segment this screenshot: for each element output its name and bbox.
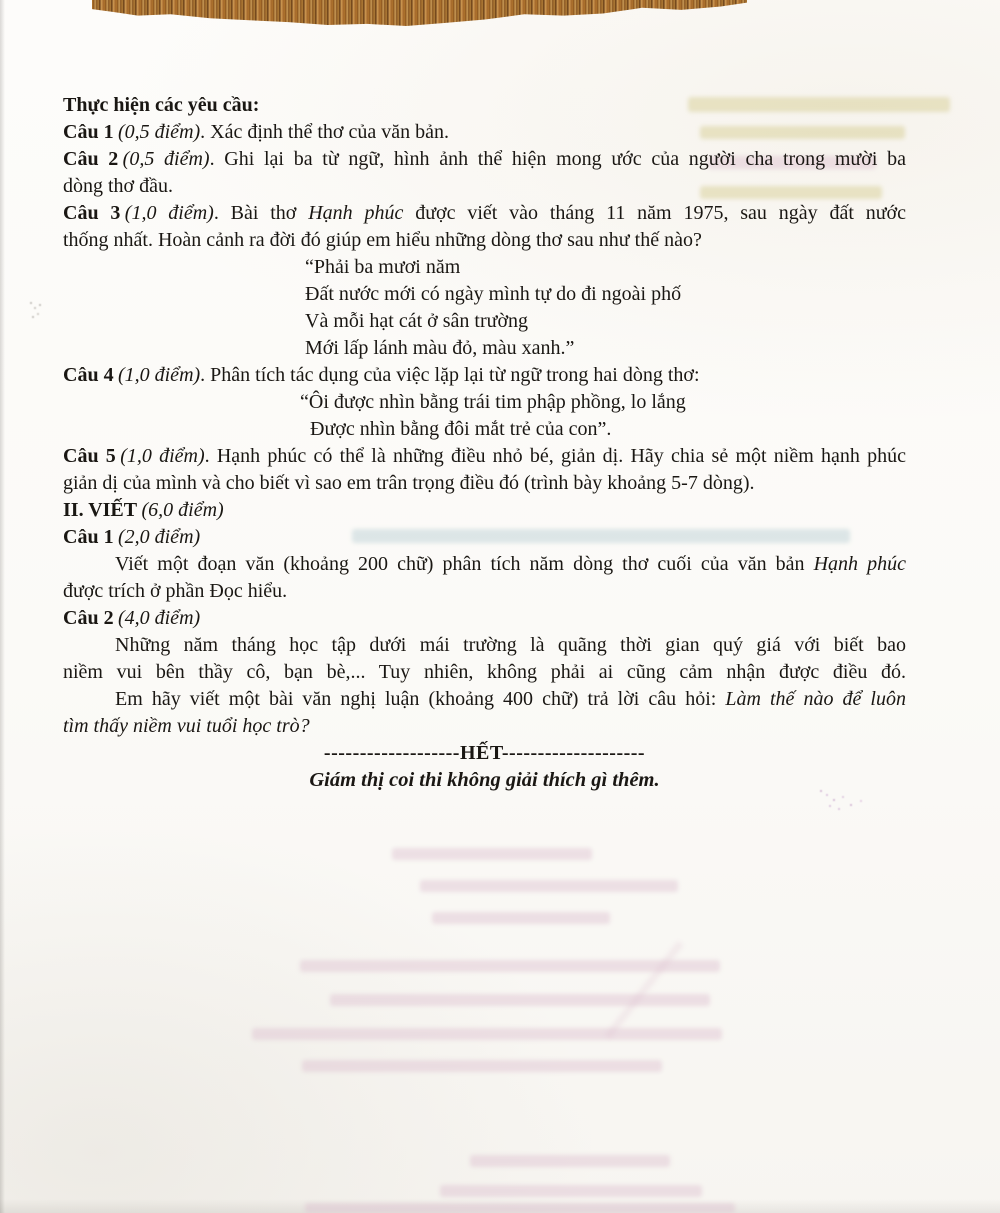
writing-question-2-para1-line1: Những năm tháng học tập dưới mái trường là quãng thời gian quý giá với biết bao [115, 634, 906, 656]
question-text: . Bài thơ [213, 202, 309, 224]
writing-section-heading [63, 497, 906, 524]
reading-question-2-line1 [63, 146, 906, 173]
question-text: . Hạnh phúc có thể là những điều nhỏ bé, giản dị. Hãy chia sẻ một niềm hạnh phúc [204, 445, 906, 467]
wood-grain-scan-artifact [92, 0, 747, 26]
bleedthrough-smudge [252, 1028, 722, 1040]
poem-line: Đất nước mới có ngày mình tự do đi ngoài phố [305, 283, 682, 305]
bleedthrough-smudge [420, 880, 678, 892]
question-points: (0,5 điểm) [122, 148, 210, 170]
question-label: Câu 1 [63, 526, 114, 548]
question-points: (4,0 điểm) [117, 607, 201, 629]
question-label: Câu 1 [63, 121, 114, 143]
question-text: được viết vào tháng 11 năm 1975, sau ngày đất nước [403, 202, 907, 224]
question-text: Em hãy viết một bài văn nghị luận (khoảng 400 chữ) trả lời câu hỏi: [115, 688, 726, 710]
bleedthrough-smudge [470, 1155, 670, 1167]
poem-line: Mới lấp lánh màu đỏ, màu xanh.” [305, 337, 575, 359]
writing-question-2-heading [63, 605, 906, 632]
reading-question-4 [63, 362, 906, 389]
question-label: Câu 3 [63, 202, 121, 224]
crease-mark [604, 940, 684, 1039]
poem-line: Và mỗi hạt cát ở sân trường [305, 310, 529, 332]
writing-question-2-para1-line2: niềm vui bên thầy cô, bạn bè,... Tuy nhiên, không phải ai cũng cảm nhận được điều đó. [63, 661, 906, 683]
reading-question-3-line2: thống nhất. Hoàn cảnh ra đời đó giúp em hiểu những dòng thơ sau như thế nào? [63, 229, 702, 251]
end-dashes: -------------------- [501, 742, 646, 764]
writing-question-2-para2-line2: tìm thấy niềm vui tuổi học trò? [63, 715, 310, 737]
writing-question-1-line1 [63, 551, 906, 578]
bleedthrough-smudge [305, 1203, 735, 1213]
reading-question-5-line2: giản dị của mình và cho biết vì sao em trân trọng điều đó (trình bày khoảng 5-7 dòng). [63, 472, 755, 494]
writing-question-1-heading [63, 524, 906, 551]
bleedthrough-smudge [330, 994, 710, 1006]
bleedthrough-smudge [392, 848, 592, 860]
poem-line: “Phải ba mươi năm [305, 256, 461, 278]
writing-question-2-para2-line1 [63, 686, 906, 713]
essay-question-italic: Làm thế nào để luôn [725, 688, 906, 710]
end-label: HẾT [459, 742, 502, 764]
question-label: Câu 4 [63, 364, 114, 386]
reading-question-5-line1 [63, 443, 906, 470]
end-dashes: ------------------- [323, 742, 460, 764]
question-points: (1,0 điểm) [124, 202, 214, 224]
bleedthrough-smudge [302, 1060, 662, 1072]
poem-line: “Ôi được nhìn bằng trái tim phập phồng, lo lắng [300, 391, 686, 413]
question-text: Viết một đoạn văn (khoảng 200 chữ) phân tích năm dòng thơ cuối của văn bản [115, 553, 814, 575]
question-label: Câu 2 [63, 607, 114, 629]
work-title-italic: Hạnh phúc [813, 553, 907, 575]
question-label: Câu 5 [63, 445, 116, 467]
exam-content [63, 92, 906, 794]
question-points: (0,5 điểm) [117, 121, 201, 143]
section-label: II. VIẾT [63, 499, 138, 521]
question-text: . Ghi lại ba từ ngữ, hình ảnh thể hiện mong ước của người cha trong mười ba [209, 148, 906, 170]
reading-question-1 [63, 119, 906, 146]
reading-question-2-line2: dòng thơ đầu. [63, 175, 174, 197]
question-label: Câu 2 [63, 148, 119, 170]
section-points: (6,0 điểm) [141, 499, 224, 521]
bleedthrough-smudge [440, 1185, 702, 1197]
question-text: . Phân tích tác dụng của việc lặp lại từ ngữ trong hai dòng thơ: [200, 364, 700, 386]
end-of-exam-line [63, 740, 906, 767]
work-title-italic: Hạnh phúc [308, 202, 404, 224]
question-points: (1,0 điểm) [120, 445, 205, 467]
bleedthrough-smudge [432, 912, 610, 924]
question-points: (1,0 điểm) [117, 364, 201, 386]
question-points: (2,0 điểm) [117, 526, 201, 548]
pencil-speckles [30, 302, 32, 304]
writing-question-1-line2: được trích ở phần Đọc hiểu. [63, 580, 288, 602]
proctor-note: Giám thị coi thi không giải thích gì thêm. [309, 769, 660, 791]
scanner-edge-shadow [0, 0, 5, 1213]
poem-line: Được nhìn bằng đôi mắt trẻ của con”. [310, 418, 612, 440]
question-text: . Xác định thể thơ của văn bản. [200, 121, 449, 143]
instruction-heading: Thực hiện các yêu cầu: [63, 94, 260, 116]
reading-question-3-line1 [63, 200, 906, 227]
